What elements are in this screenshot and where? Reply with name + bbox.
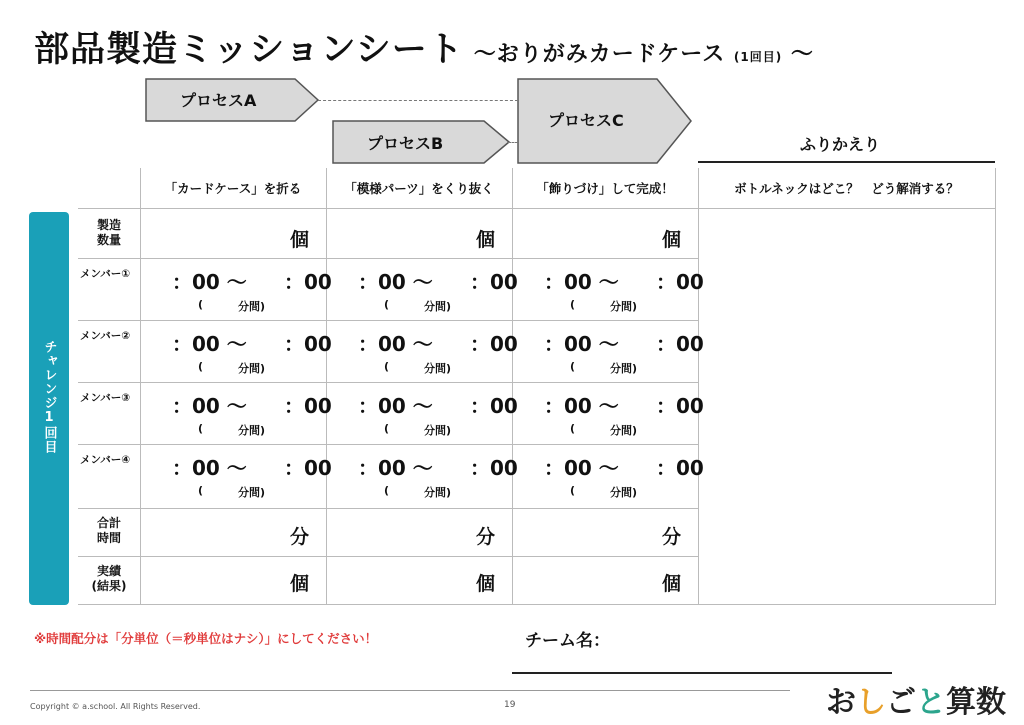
minutes-slot[interactable] (198, 298, 266, 313)
time-slot[interactable] (544, 328, 704, 357)
minutes-close: 分間) (424, 424, 452, 437)
col-header-cut: 「模様パーツ」をくり抜く (344, 181, 494, 196)
time-start: ：00 〜 (358, 270, 433, 294)
time-end: ：00 (470, 332, 518, 356)
time-slot[interactable] (358, 328, 518, 357)
time-slot[interactable] (544, 390, 704, 419)
minutes-close: 分間) (424, 486, 452, 499)
time-slot[interactable] (358, 452, 518, 481)
col-header-bottleneck: ボトルネックはどこ？ どう解消する？ (734, 181, 959, 196)
time-slot[interactable] (172, 266, 332, 295)
minutes-close: 分間) (424, 300, 452, 313)
time-start: ：00 〜 (358, 456, 433, 480)
time-end: ：00 (656, 332, 704, 356)
minutes-open: ( (384, 484, 390, 497)
minutes-open: ( (570, 298, 576, 311)
grid-line (140, 168, 141, 604)
unit-count: 個 (662, 229, 682, 251)
grid-line (995, 168, 996, 604)
minutes-close: 分間) (610, 486, 638, 499)
minutes-close: 分間) (238, 424, 266, 437)
minutes-slot[interactable] (570, 422, 638, 437)
col-header-decorate: 「飾りづけ」して完成！ (536, 181, 674, 196)
minutes-close: 分間) (610, 424, 638, 437)
minutes-slot[interactable] (570, 360, 638, 375)
connector-a-c (318, 100, 518, 101)
process-a-label: プロセスA (180, 91, 257, 110)
time-start: ：00 〜 (172, 332, 247, 356)
unit-count: 個 (290, 229, 310, 251)
page-number: 19 (504, 700, 516, 710)
time-start: ：00 〜 (544, 394, 619, 418)
minutes-open: ( (198, 360, 204, 373)
unit-minutes: 分 (662, 526, 682, 548)
time-slot[interactable] (172, 390, 332, 419)
row-label-member-2: メンバー② (80, 330, 131, 342)
unit-count: 個 (476, 229, 496, 251)
time-note: ※時間配分は「分単位（＝秒単位はナシ）」にしてください！ (34, 631, 378, 646)
time-end: ：00 (470, 456, 518, 480)
logo-char: と (916, 685, 946, 720)
minutes-open: ( (570, 422, 576, 435)
logo-char: 数 (976, 685, 1006, 720)
logo-char: 算 (946, 685, 976, 720)
minutes-open: ( (198, 484, 204, 497)
footer-divider (30, 690, 790, 691)
minutes-slot[interactable] (384, 484, 452, 499)
unit-count: 個 (662, 573, 682, 595)
minutes-close: 分間) (238, 362, 266, 375)
time-slot[interactable] (172, 452, 332, 481)
minutes-slot[interactable] (384, 298, 452, 313)
grid-line (78, 258, 698, 259)
time-start: ：00 〜 (358, 394, 433, 418)
grid-line (698, 168, 699, 604)
logo-char: お (826, 685, 856, 720)
grid-line (78, 556, 698, 557)
time-slot[interactable] (544, 266, 704, 295)
title-main: 部品製造ミッションシート (34, 30, 464, 70)
unit-minutes: 分 (476, 526, 496, 548)
process-c-label: プロセスC (548, 111, 624, 130)
team-name-label: チーム名： (525, 631, 610, 651)
time-end: ：00 (284, 456, 332, 480)
time-start: ：00 〜 (544, 456, 619, 480)
minutes-slot[interactable] (384, 422, 452, 437)
logo-char: ご (886, 685, 916, 720)
row-label-production: 製造 数量 (96, 218, 121, 247)
challenge-label: チャレンジ1回目 (41, 340, 57, 454)
time-slot[interactable] (172, 328, 332, 357)
minutes-close: 分間) (424, 362, 452, 375)
time-end: ：00 (656, 394, 704, 418)
unit-minutes: 分 (290, 526, 310, 548)
subtitle-end: 〜 (790, 42, 814, 67)
grid-line (78, 444, 698, 445)
time-start: ：00 〜 (544, 270, 619, 294)
minutes-open: ( (570, 360, 576, 373)
row-label-member-4: メンバー④ (80, 454, 131, 466)
row-label-member-3: メンバー③ (80, 392, 131, 404)
copyright: Copyright © a.school. All Rights Reserved. (30, 702, 201, 711)
grid-line (78, 208, 996, 209)
page-title (34, 22, 814, 72)
logo-char: し (856, 685, 886, 720)
unit-count: 個 (290, 573, 310, 595)
time-end: ：00 (284, 394, 332, 418)
time-slot[interactable] (358, 390, 518, 419)
time-end: ：00 (284, 270, 332, 294)
grid-line (512, 168, 513, 604)
time-end: ：00 (656, 456, 704, 480)
minutes-open: ( (198, 422, 204, 435)
minutes-slot[interactable] (198, 484, 266, 499)
time-slot[interactable] (358, 266, 518, 295)
time-start: ：00 〜 (544, 332, 619, 356)
minutes-open: ( (198, 298, 204, 311)
reflection-underline (698, 161, 995, 163)
col-header-fold: 「カードケース」を折る (164, 181, 302, 196)
grid-line (78, 508, 698, 509)
minutes-close: 分間) (610, 300, 638, 313)
unit-count: 個 (476, 573, 496, 595)
grid-line (78, 320, 698, 321)
team-name-line[interactable] (512, 672, 892, 674)
minutes-open: ( (384, 422, 390, 435)
minutes-open: ( (384, 360, 390, 373)
grid-line (326, 168, 327, 604)
minutes-slot[interactable] (198, 360, 266, 375)
minutes-slot[interactable] (198, 422, 266, 437)
time-start: ：00 〜 (358, 332, 433, 356)
time-start: ：00 〜 (172, 456, 247, 480)
grid-line (78, 604, 996, 605)
minutes-close: 分間) (238, 300, 266, 313)
row-label-member-1: メンバー① (80, 268, 131, 280)
time-end: ：00 (470, 394, 518, 418)
minutes-open: ( (570, 484, 576, 497)
time-slot[interactable] (544, 452, 704, 481)
title-sub (474, 42, 814, 67)
minutes-close: 分間) (610, 362, 638, 375)
minutes-close: 分間) (238, 486, 266, 499)
row-label-result: 実績 (結果) (91, 564, 127, 593)
minutes-slot[interactable] (570, 484, 638, 499)
row-label-total: 合計 時間 (96, 516, 121, 545)
brand-logo (826, 677, 1006, 721)
subtitle-round: (1回目) (733, 50, 783, 64)
time-start: ：00 〜 (172, 270, 247, 294)
connector-b-c (508, 142, 518, 143)
time-end: ：00 (656, 270, 704, 294)
minutes-open: ( (384, 298, 390, 311)
time-start: ：00 〜 (172, 394, 247, 418)
time-end: ：00 (284, 332, 332, 356)
minutes-slot[interactable] (570, 298, 638, 313)
minutes-slot[interactable] (384, 360, 452, 375)
subtitle-text: 〜おりがみカードケース (473, 42, 726, 67)
process-b-label: プロセスB (367, 134, 444, 153)
grid-line (78, 382, 698, 383)
reflection-heading: ふりかえり (800, 135, 881, 154)
time-end: ：00 (470, 270, 518, 294)
